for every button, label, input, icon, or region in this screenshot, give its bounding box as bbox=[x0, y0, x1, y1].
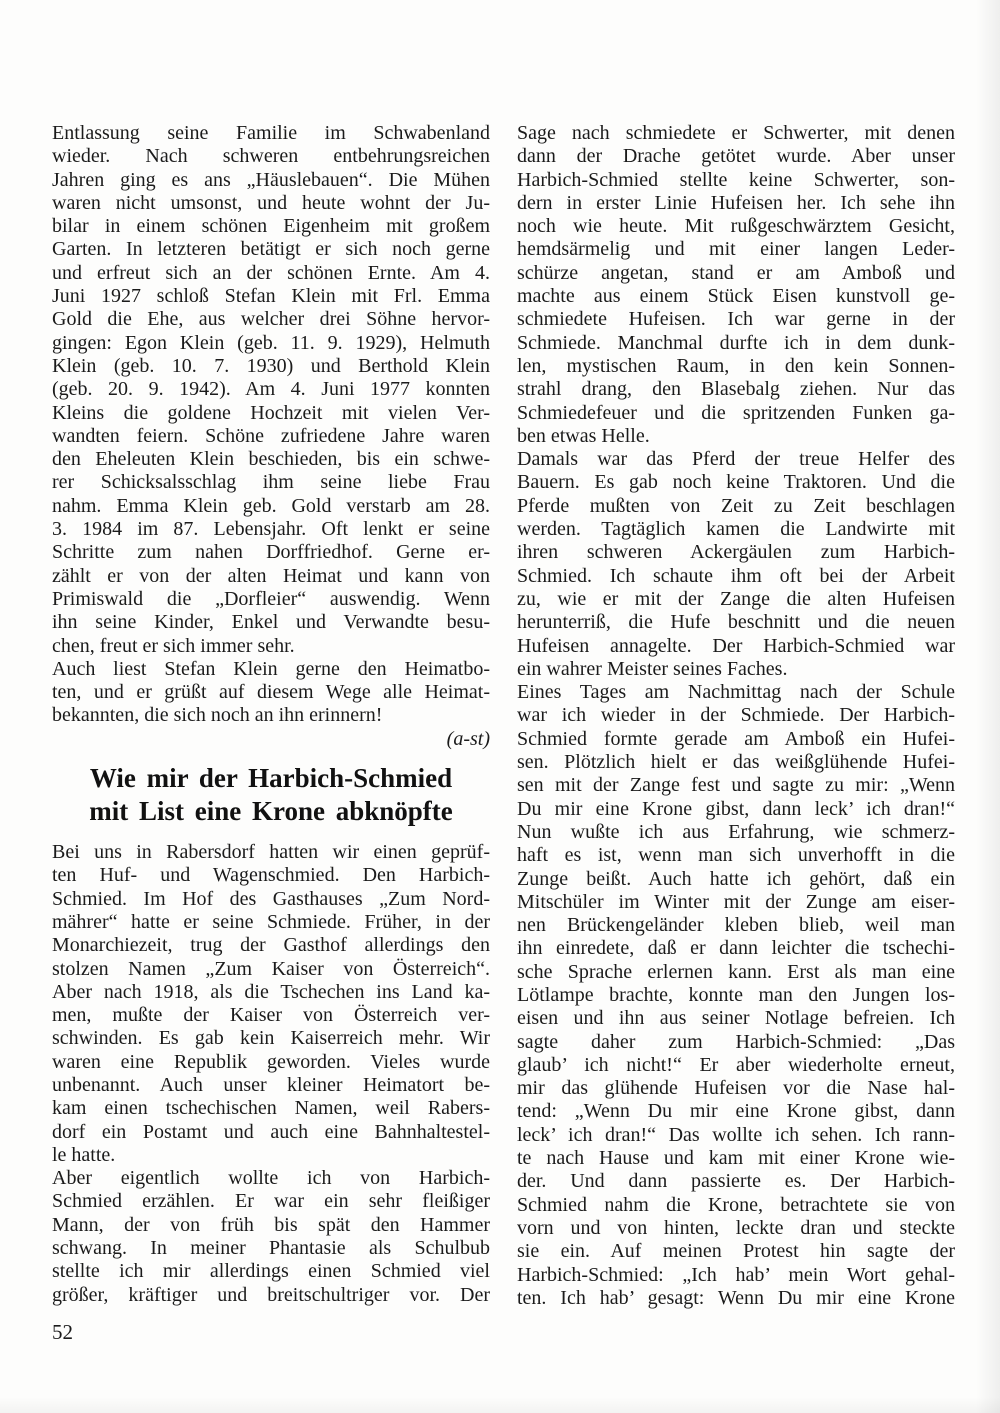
text-line: hemdsärmelig und mit einer langen Leder- bbox=[517, 238, 955, 261]
text-line: Auch liest Stefan Klein gerne den Heimatbo- bbox=[52, 657, 490, 680]
text-line: ein wahrer Meister seines Faches. bbox=[517, 657, 788, 680]
text-line: glaub’ ich nicht!“ Er aber wiederholte erneut, bbox=[517, 1053, 955, 1076]
text-line: sche Sprache erlernen kann. Erst als man eine bbox=[517, 960, 955, 983]
text-line: zu, wie er mit der Zange die alten Hufeisen bbox=[517, 587, 955, 610]
text-line: bilar in einem schönen Eigenheim mit großem bbox=[52, 215, 490, 238]
text-line: Schmied. Ich schaute ihm oft bei der Arbeit bbox=[517, 564, 955, 587]
scan-edge-shadow-bottom bbox=[0, 1397, 1000, 1413]
text-line: schmiedete Hufeisen. Ich war gerne in der bbox=[517, 308, 955, 331]
page-number: 52 bbox=[52, 1320, 73, 1344]
text-line: nahm. Emma Klein geb. Gold verstarb am 28. bbox=[52, 494, 490, 517]
text-line: Jahren ging es ans „Häuslebauen“. Die Mühen bbox=[52, 168, 490, 191]
text-line: stolzen Namen „Zum Kaiser von Österreich“. bbox=[52, 957, 490, 980]
text-line: ihren schweren Ackergäulen zum Harbich- bbox=[517, 541, 955, 564]
text-line: Klein (geb. 10. 7. 1930) und Berthold Klein bbox=[52, 354, 490, 377]
text-line: nen Brückengeländer kleben blieb, weil man bbox=[517, 914, 955, 937]
text-line: Schmied formte gerade am Amboß ein Hufei- bbox=[517, 727, 955, 750]
text-line: Schmiede. Manchmal durfte ich in dem dunk- bbox=[517, 331, 955, 354]
text-line: Pferde mußten von Zeit zu Zeit beschlagen bbox=[517, 494, 955, 517]
text-line: Harbich-Schmied: „Ich hab’ mein Wort gehal- bbox=[517, 1263, 955, 1286]
paragraph bbox=[52, 1167, 490, 1307]
text-line: mährer“ hatte er seine Schmiede. Früher, in der bbox=[52, 910, 490, 933]
text-line: schürze angetan, stand er am Amboß und bbox=[517, 261, 955, 284]
paragraph bbox=[517, 681, 955, 1310]
text-line: Lötlampe brachte, konnte man den Jungen los- bbox=[517, 983, 955, 1006]
right-column bbox=[517, 122, 955, 1310]
text-line: Schritte zum nahen Dorffriedhof. Gerne er- bbox=[52, 541, 490, 564]
text-line: vorn und von hinten, leckte dran und steckte bbox=[517, 1216, 955, 1239]
text-line: (geb. 20. 9. 1942). Am 4. Juni 1977 konnten bbox=[52, 378, 490, 401]
text-line: ihn einredete, daß er dann leichter die tschechi- bbox=[517, 937, 955, 960]
text-line: strahl drang, den Blasebalg ziehen. Nur das bbox=[517, 378, 955, 401]
text-line: Bauern. Es gab noch keine Traktoren. Und die bbox=[517, 471, 955, 494]
text-line: waren eine Republik geworden. Vieles wurde bbox=[52, 1050, 490, 1073]
text-line: Harbich-Schmied stellte keine Schwerter, son- bbox=[517, 168, 955, 191]
text-line: war ich wieder in der Schmiede. Der Harbich- bbox=[517, 704, 955, 727]
text-line: herunterriß, die Hufe beschnitt und die neuen bbox=[517, 611, 955, 634]
text-line: ten Huf- und Wagenschmied. Den Harbich- bbox=[52, 864, 490, 887]
text-line: haft es ist, wenn man sich unverhofft in die bbox=[517, 844, 955, 867]
text-line: mir das glühende Hufeisen vor die Nase hal- bbox=[517, 1077, 955, 1100]
article-title-line: mit List eine Krone abknöpfte bbox=[89, 796, 453, 827]
scan-edge-shadow-right bbox=[976, 0, 1000, 1413]
text-line: ihn seine Kinder, Enkel und Verwandte besu- bbox=[52, 611, 490, 634]
text-line: Schmiedefeuer und die spritzenden Funken ga- bbox=[517, 401, 955, 424]
text-line: wieder. Nach schweren entbehrungsreichen bbox=[52, 145, 490, 168]
text-line: Aber nach 1918, als die Tschechen ins Land ka- bbox=[52, 980, 490, 1003]
text-line: Juni 1927 schloß Stefan Klein mit Frl. Emma bbox=[52, 285, 490, 308]
text-line: Bei uns in Rabersdorf hatten wir einen geprüf- bbox=[52, 841, 490, 864]
text-line: schwang. In meiner Phantasie als Schulbub bbox=[52, 1237, 490, 1260]
text-line: Mitschüler im Winter mit der Zunge am eiser- bbox=[517, 890, 955, 913]
text-line: dann der Drache getötet wurde. Aber unser bbox=[517, 145, 955, 168]
text-line: dern in erster Linie Hufeisen her. Ich sehe ihn bbox=[517, 191, 955, 214]
text-line: Mann, der von früh bis spät den Hammer bbox=[52, 1213, 490, 1236]
text-line: sen mit der Zange fest und sagte zu mir: „Wenn bbox=[517, 774, 955, 797]
text-line: und erfreut sich an der schönen Ernte. Am 4. bbox=[52, 261, 490, 284]
text-line: Monarchiezeit, trug der Gasthof allerdings den bbox=[52, 934, 490, 957]
text-line: ten, und er grüßt auf diesem Wege alle Heimat- bbox=[52, 681, 490, 704]
text-line: zählt er von der alten Heimat und kann von bbox=[52, 564, 490, 587]
text-line: schwinden. Es gab kein Kaiserreich mehr. Wir bbox=[52, 1027, 490, 1050]
text-line: unbenannt. Auch unser kleiner Heimatort be- bbox=[52, 1073, 490, 1096]
text-line: dorf ein Postamt und auch eine Bahnhaltestel- bbox=[52, 1120, 490, 1143]
text-line: Damals war das Pferd der treue Helfer des bbox=[517, 448, 955, 471]
text-line: Primiswald die „Dorfleier“ auswendig. Wenn bbox=[52, 587, 490, 610]
paragraph bbox=[52, 841, 490, 1167]
text-line: Hufeisen annagelte. Der Harbich-Schmied war bbox=[517, 634, 955, 657]
text-line: sagte daher zum Harbich-Schmied: „Das bbox=[517, 1030, 955, 1053]
text-line: 3. 1984 im 87. Lebensjahr. Oft lenkt er seine bbox=[52, 518, 490, 541]
text-line: Gold die Ehe, aus welcher drei Söhne hervor- bbox=[52, 308, 490, 331]
text-line: größer, kräftiger und breitschultriger vor. Der bbox=[52, 1283, 490, 1306]
paragraph bbox=[517, 122, 955, 448]
text-line: chen, freut er sich immer sehr. bbox=[52, 634, 295, 657]
text-line: Entlassung seine Familie im Schwabenland bbox=[52, 122, 490, 144]
text-line: Garten. In letzteren betätigt er sich noch gerne bbox=[52, 238, 490, 261]
article-title bbox=[52, 762, 490, 828]
text-line: noch wie heute. Mit rußgeschwärztem Gesicht, bbox=[517, 215, 955, 238]
paragraph bbox=[52, 658, 490, 728]
text-line: leck’ ich dran!“ Das wollte ich sehen. Ich rann- bbox=[517, 1123, 955, 1146]
text-line: Nun wußte ich aus Erfahrung, wie schmerz- bbox=[517, 820, 955, 843]
text-line: Schmied. Im Hof des Gasthauses „Zum Nord- bbox=[52, 887, 490, 910]
text-line: Aber eigentlich wollte ich von Harbich- bbox=[52, 1167, 490, 1190]
text-line: waren nicht umsonst, und heute wohnt der Ju- bbox=[52, 191, 490, 214]
text-line: Zunge beißt. Auch hatte ich gehört, daß ein bbox=[517, 867, 955, 890]
article-title-line: Wie mir der Harbich-Schmied bbox=[89, 763, 453, 794]
text-line: der. Und dann passierte es. Der Harbich- bbox=[517, 1170, 955, 1193]
text-line: tend: „Wenn Du mir eine Krone gibst, dann bbox=[517, 1100, 955, 1123]
paragraph bbox=[52, 122, 490, 658]
text-line: bekannten, die sich noch an ihn erinnern! bbox=[52, 704, 383, 727]
paragraph bbox=[517, 448, 955, 681]
text-line: machte aus einem Stück Eisen kunstvoll ge- bbox=[517, 285, 955, 308]
text-line: den Eheleuten Klein beschieden, bis ein schwe- bbox=[52, 448, 490, 471]
text-line: gingen: Egon Klein (geb. 11. 9. 1929), Helmuth bbox=[52, 331, 490, 354]
text-line: eisen und ihn aus seiner Notlage befreien. Ich bbox=[517, 1007, 955, 1030]
text-line: ben etwas Helle. bbox=[517, 424, 650, 447]
text-line: len, mystischen Raum, in den kein Sonnen- bbox=[517, 354, 955, 377]
text-line: Eines Tages am Nachmittag nach der Schule bbox=[517, 681, 955, 704]
text-line: sie ein. Auf meinen Protest hin sagte der bbox=[517, 1240, 955, 1263]
text-line: Kleins die goldene Hochzeit mit vielen Ver- bbox=[52, 401, 490, 424]
text-line: wandten feiern. Schöne zufriedene Jahre waren bbox=[52, 424, 490, 447]
text-line: Schmied nahm die Krone, betrachtete sie von bbox=[517, 1193, 955, 1216]
text-line: stellte ich mir allerdings einen Schmied viel bbox=[52, 1260, 490, 1283]
text-line: Sage nach schmiedete er Schwerter, mit denen bbox=[517, 122, 955, 144]
text-line: kam einen tschechischen Namen, weil Rabers- bbox=[52, 1097, 490, 1120]
text-line: le hatte. bbox=[52, 1143, 116, 1166]
text-line: ten. Ich hab’ gesagt: Wenn Du mir eine Krone bbox=[517, 1286, 955, 1309]
text-line: Schmied erzählen. Er war ein sehr fleißiger bbox=[52, 1190, 490, 1213]
left-column bbox=[52, 122, 490, 1307]
author-signature: (a-st) bbox=[446, 727, 490, 750]
text-line: te nach Hause und kam mit einer Krone wie- bbox=[517, 1147, 955, 1170]
text-line: sen. Plötzlich hielt er das weißglühende Hufei- bbox=[517, 751, 955, 774]
text-line: men, mußte der Kaiser von Österreich ver- bbox=[52, 1004, 490, 1027]
text-line: Du mir eine Krone gibst, dann leck’ ich dran!“ bbox=[517, 797, 955, 820]
text-line: rer Schicksalsschlag ihm seine liebe Frau bbox=[52, 471, 490, 494]
text-line: werden. Tagtäglich kamen die Landwirte mit bbox=[517, 518, 955, 541]
